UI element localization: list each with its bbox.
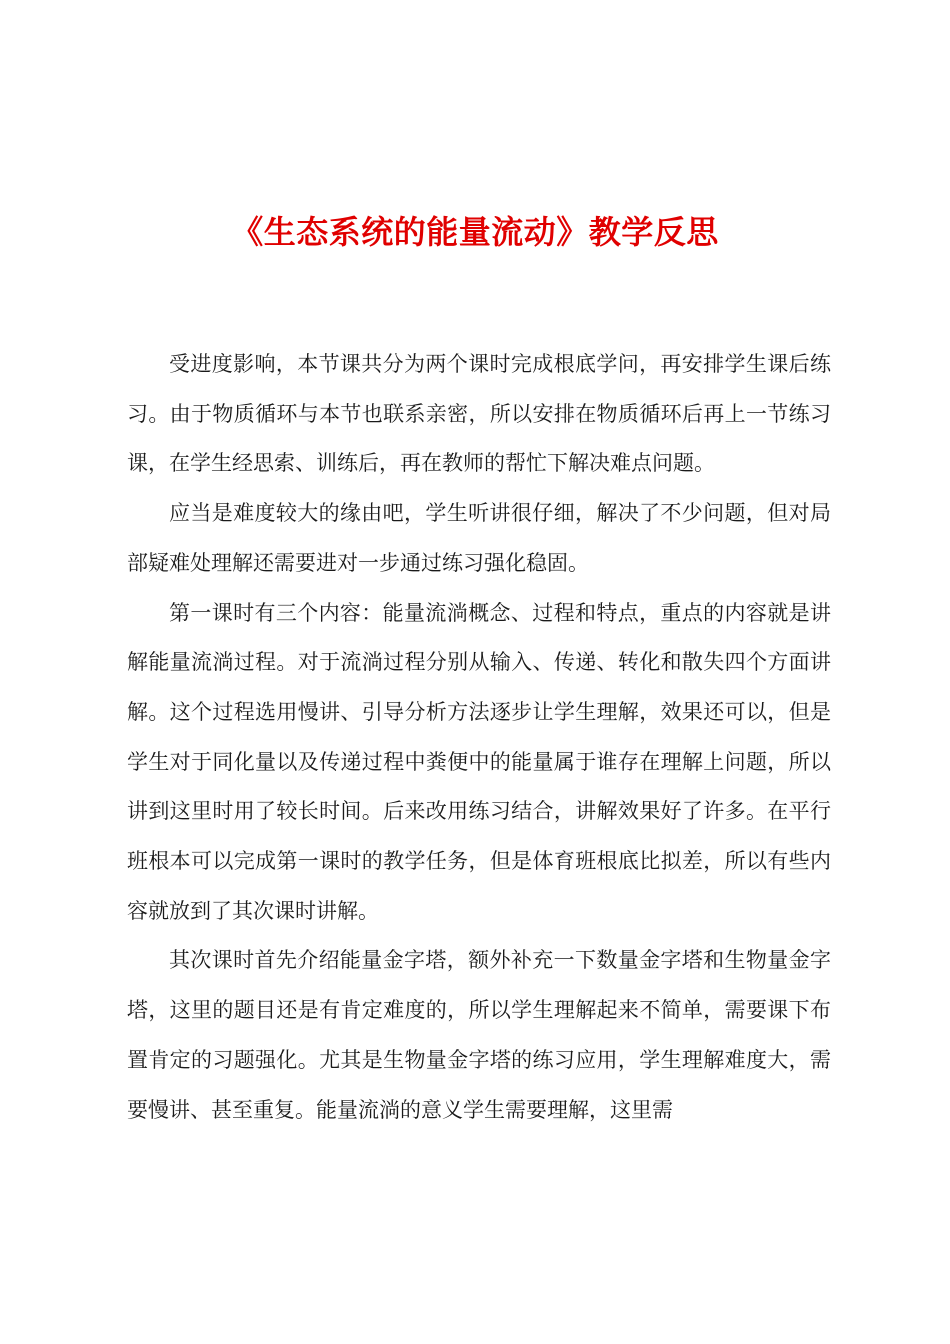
paragraph-2: 应当是难度较大的缘由吧，学生听讲很仔细，解决了不少问题，但对局部疑难处理解还需要进对一步通过练习强化稳固。 xyxy=(127,501,831,575)
paragraph-1: 受进度影响，本节课共分为两个课时完成根底学问，再安排学生课后练习。由于物质循环与本节也联系亲密，所以安排在物质循环后再上一节练习课，在学生经思索、训练后，再在教师的帮忙下解决难点问题。 xyxy=(127,352,831,476)
document-body xyxy=(127,340,831,1135)
paragraph-4: 其次课时首先介绍能量金字塔，额外补充一下数量金字塔和生物量金字塔，这里的题目还是有肯定难度的，所以学生理解起来不简单，需要课下布置肯定的习题强化。尤其是生物量金字塔的练习应用，学生理解难度大，需要慢讲、甚至重复。能量流淌的意义学生需要理解，这里需 xyxy=(127,948,831,1122)
document-title: 《生态系统的能量流动》教学反思 xyxy=(231,213,719,251)
paragraph-3: 第一课时有三个内容：能量流淌概念、过程和特点，重点的内容就是讲解能量流淌过程。对于流淌过程分别从输入、传递、转化和散失四个方面讲解。这个过程选用慢讲、引导分析方法逐步让学生理解，效果还可以，但是学生对于同化量以及传递过程中粪便中的能量属于谁存在理解上问题，所以讲到这里时用了较长时间。后来改用练习结合，讲解效果好了许多。在平行班根本可以完成第一课时的教学任务，但是体育班根底比拟差，所以有些内容就放到了其次课时讲解。 xyxy=(127,600,831,923)
